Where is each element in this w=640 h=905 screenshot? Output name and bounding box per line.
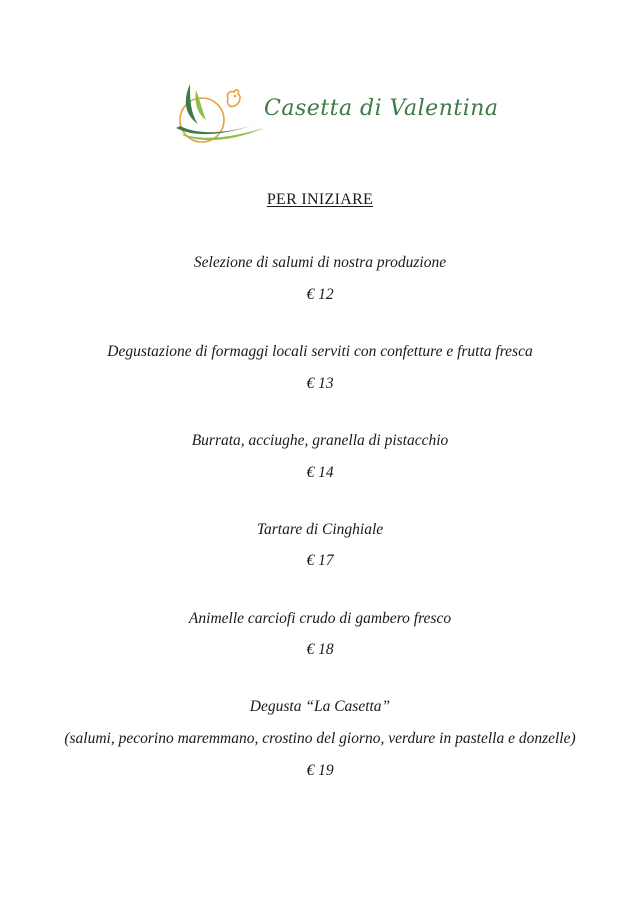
menu-item-name: Selezione di salumi di nostra produzione xyxy=(193,254,447,271)
menu-item-price: € 13 xyxy=(306,375,334,392)
logo-emblem-icon xyxy=(172,76,272,152)
menu-item-name: Burrata, acciughe, granella di pistacchio xyxy=(191,432,449,449)
menu-item-price: € 18 xyxy=(306,641,334,658)
section-title: PER INIZIARE xyxy=(266,191,374,208)
menu-item-note: (salumi, pecorino maremmano, crostino del giorno, verdure in pastella e donzelle) xyxy=(64,730,576,747)
menu-item-price: € 19 xyxy=(306,762,334,779)
menu-item-name: Degustazione di formaggi locali serviti con confetture e frutta fresca xyxy=(107,343,533,360)
menu-item-name: Tartare di Cinghiale xyxy=(256,521,384,538)
logo-text: Casetta di Valentina xyxy=(264,96,499,121)
menu-item-price: € 14 xyxy=(306,464,334,481)
menu-item-price: € 17 xyxy=(306,552,334,569)
restaurant-logo xyxy=(172,76,499,152)
menu-item-name: Degusta “La Casetta” xyxy=(249,698,391,715)
menu-item-name: Animelle carciofi crudo di gambero fresco xyxy=(188,610,452,627)
menu-item-price: € 12 xyxy=(306,286,334,303)
